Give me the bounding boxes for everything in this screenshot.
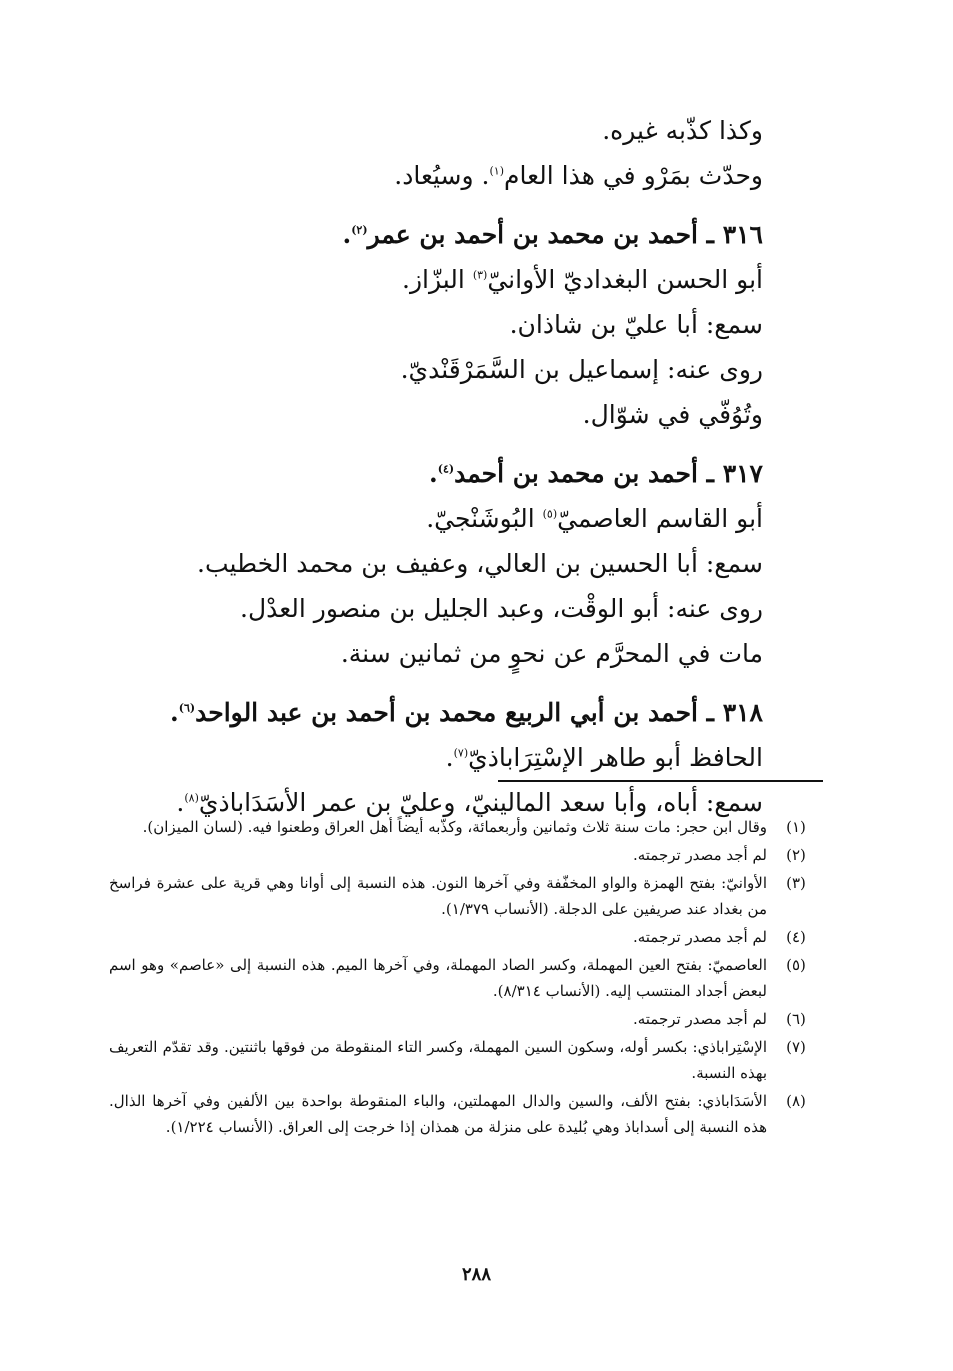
footnote-separator: [498, 780, 823, 782]
entry-317-kunya: أبو القاسم العاصميّ: [557, 504, 763, 533]
footnote-ref-8: (٨): [184, 791, 199, 805]
footnote: [109, 1034, 825, 1086]
entry-317-line: [203, 586, 763, 631]
entry-318-title-end: .: [170, 698, 179, 727]
footnote: [109, 814, 825, 840]
footnote-ref-5: (٥): [542, 507, 558, 521]
entry-316-kunya-end: البزّاز.: [402, 265, 473, 294]
footnote-number: (٢): [786, 846, 806, 864]
entry-317-name: ٣١٧ ـ أحمد بن محمد بن أحمد: [454, 459, 763, 488]
entry-316-line: [203, 302, 763, 347]
footnote-number: (٤): [786, 928, 806, 946]
entry-317-kunya-end: البُوشَنْجيّ.: [426, 504, 543, 533]
footnote: [109, 1088, 825, 1140]
footnote-number: (٨): [786, 1092, 806, 1110]
entry-316-line: [203, 392, 763, 437]
footnote-text: لم أجد مصدر ترجمته.: [632, 1010, 767, 1028]
entry-317-death: مات في المحرَّم عن نحوٍ من ثمانين سنة.: [340, 639, 763, 668]
footnote-text: الأوانيّ: بفتح الهمزة والواو المخفّفة وفي آخرها النون. هذه النسبة إلى أوانا وهي قرية على عشرة فراسخ من بغداد عند صريفين على الدجلة. (الأنساب ١/٣٧٩).: [109, 874, 767, 918]
entry-318-line: [203, 735, 763, 780]
entry-316-line: [203, 257, 763, 302]
intro-text-2: وحدّث بمَرْو في هذا العام: [503, 161, 763, 190]
footnote: [109, 1006, 825, 1032]
footnote-text: وقال ابن حجر: مات سنة ثلاث وثمانين وأربعمائة، وكذّبه أيضاً أهل العراق وطعنوا فيه. (لسان الميزان).: [142, 818, 767, 836]
footnote-text: العاصميّ: بفتح العين المهملة، وكسر الصاد المهملة، وفي آخرها الميم. هذه النسبة إلى «عاصم» وهو اسم لبعض أجداد المنتسب إليه. (الأنساب ٨/٣١٤).: [109, 956, 767, 1000]
entry-318-kunya-end: .: [445, 743, 454, 772]
page-number: ٢٨٨: [461, 1264, 491, 1285]
footnote: [109, 870, 825, 922]
entry-317-narrated: روى عنه: أبو الوقْت، وعبد الجليل بن منصور العدْل.: [240, 594, 763, 623]
entry-318-heard-end: .: [176, 788, 185, 817]
footnote-number: (٧): [786, 1038, 806, 1056]
entry-316-kunya: أبو الحسن البغداديّ الأوانيّ: [487, 265, 763, 294]
entry-317-line: [203, 631, 763, 676]
entry-317-heard: سمع: أبا الحسين بن العالي، وعفيف بن محمد الخطيب.: [197, 549, 763, 578]
footnote: [109, 952, 825, 1004]
entry-316-title-end: .: [342, 220, 352, 249]
footnote-ref-2: (٢): [351, 223, 368, 237]
footnote-number: (٣): [786, 874, 806, 892]
footnote-ref-3: (٣): [472, 268, 488, 282]
intro-line-2: [203, 153, 763, 198]
entry-316-death: وتُوُفّي في شوّال.: [582, 400, 763, 429]
footnote: [109, 842, 825, 868]
entry-317-title: [203, 451, 763, 496]
footnote-text: الإسْتِراباذي: بكسر أوله، وسكون السين المهملة، وكسر التاء المنقوطة من فوقها باثنتين. وقد تقدّم التعريف بهذه النسبة.: [109, 1038, 767, 1082]
entry-316-line: [203, 347, 763, 392]
footnotes: [109, 814, 825, 1142]
footnote-text: لم أجد مصدر ترجمته.: [632, 846, 767, 864]
footnote-text: الأسَدَاباذي: بفتح الألف، والسين والدال المهملتين، والباء المنقوطة بواحدة بين الألفين وفي آخرها الذال. هذه النسبة إلى أسداباذ وهي بُليدة على منزلة من همذان إذا خرجت إلى العراق. (الأنساب ١/٢٢٤).: [109, 1092, 767, 1136]
entry-317-line: [203, 496, 763, 541]
entry-316-title: [203, 212, 763, 257]
intro-line-1: [203, 108, 763, 153]
entry-317-line: [197, 541, 763, 586]
footnote-text: لم أجد مصدر ترجمته.: [632, 928, 767, 946]
footnote-ref-6: (٦): [178, 701, 196, 715]
footnote: [109, 924, 825, 950]
footnote-ref-7: (٧): [453, 746, 469, 760]
entry-316-narrated: روى عنه: إسماعيل بن السَّمَرْقَنْديّ.: [400, 355, 763, 384]
entry-318-title: [170, 690, 763, 735]
entry-317-title-end: .: [429, 459, 438, 488]
footnote-number: (٥): [786, 956, 806, 974]
footnote-number: (١): [786, 818, 806, 836]
intro-text-2-end: . وسيُعاد.: [394, 161, 490, 190]
main-text: [170, 108, 763, 825]
entry-316-name: ٣١٦ ـ أحمد بن محمد بن أحمد بن عمر: [367, 220, 763, 249]
footnote-number: (٦): [786, 1010, 806, 1028]
entry-318-name: ٣١٨ ـ أحمد بن أبي الربيع محمد بن أحمد بن عبد الواحد: [195, 698, 763, 727]
entry-316-heard: سمع: أبا عليّ بن شاذان.: [509, 310, 763, 339]
intro-text-1: وكذا كذّبه غيره.: [602, 116, 763, 145]
footnote-ref-4: (٤): [437, 462, 455, 476]
footnote-ref-1: (١): [489, 164, 504, 178]
entry-318-heard: سمع: أباه، وأبا سعد المالينيّ، وعليّ بن عمر الأسَدَاباذيّ: [198, 788, 763, 817]
entry-318-kunya: الحافظ أبو طاهر الإسْتِرَاباذيّ: [468, 743, 763, 772]
